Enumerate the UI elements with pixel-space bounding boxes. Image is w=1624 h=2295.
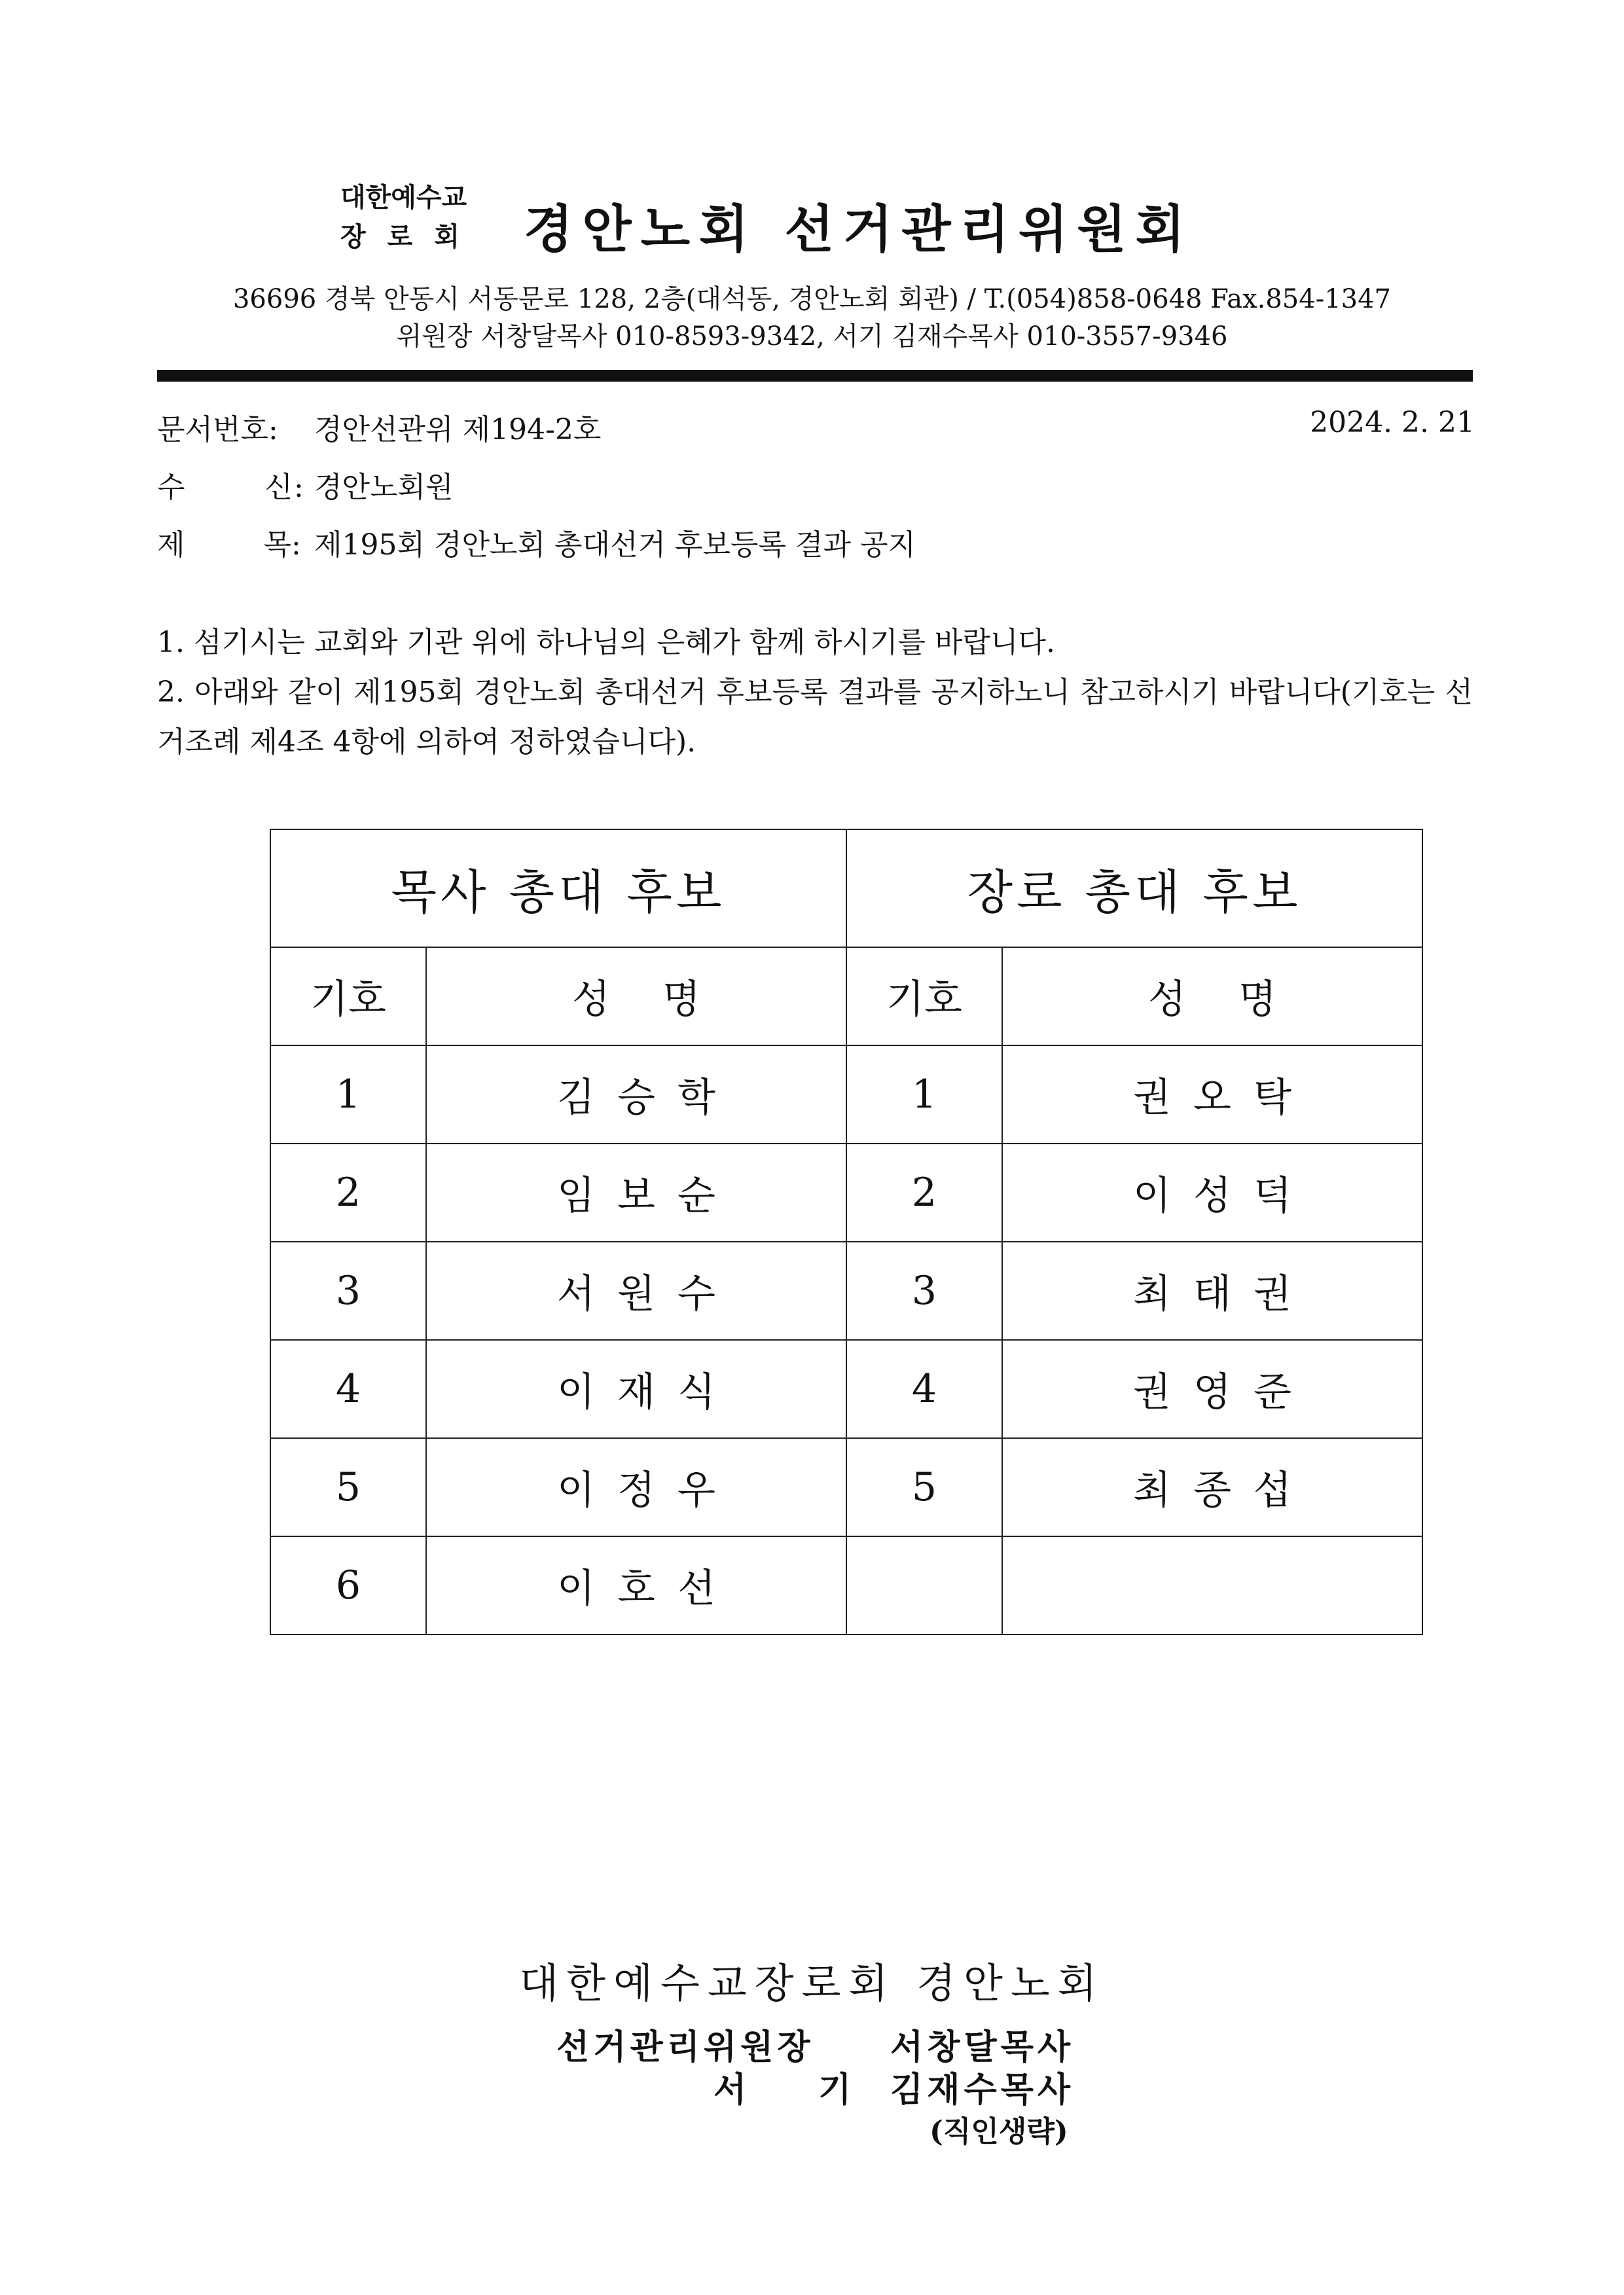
table-group-header (270, 829, 1422, 947)
contact-address: 36696 경북 안동시 서동문로 128, 2층(대석동, 경안노회 회관) / T.(054)858-0648 Fax.854-1347 (232, 284, 1392, 314)
elder-name: 권영준 (1002, 1340, 1422, 1438)
elder-number: 2 (846, 1144, 1002, 1242)
subject: 제195회 경안노회 총대선거 후보등록 결과 공지 (314, 528, 916, 562)
subject-label-part1: 제 (157, 528, 185, 562)
pastor-name: 서원수 (426, 1242, 846, 1340)
pastor-candidates-header: 목사 총대 후보 (270, 829, 846, 947)
body-paragraph-1: 1. 섬기시는 교회와 기관 위에 하나님의 은혜가 함께 하시기를 바랍니다. (157, 626, 1055, 659)
clerk-name: 김재수목사 (890, 2070, 1075, 2110)
recipient: 경안노회원 (314, 471, 454, 504)
pastor-number: 2 (270, 1144, 426, 1242)
pastor-name: 임보순 (426, 1144, 846, 1242)
elder-name: 이성덕 (1002, 1144, 1422, 1242)
elder-name-column: 성명 (1002, 947, 1422, 1045)
clerk-title: 서기 (713, 2070, 924, 2110)
committee-title: 경안노회 선거관리위원회 (524, 200, 1194, 259)
pastor-number-column: 기호 (270, 947, 426, 1045)
subject-label-part2: 목: (263, 528, 301, 562)
org-name-line2: 장로회 (340, 222, 481, 252)
document-number-label: 문서번호: (157, 413, 278, 446)
table-row (270, 1144, 1422, 1242)
elder-name: 최태권 (1002, 1242, 1422, 1340)
document-date: 2024. 2. 21 (1310, 406, 1475, 439)
chair-name: 서창달목사 (890, 2027, 1075, 2067)
recipient-label-part2: 신: (264, 471, 305, 504)
org-name-line1: 대한예수교 (340, 183, 467, 213)
table-row (270, 1536, 1422, 1635)
pastor-name: 김승학 (426, 1045, 846, 1144)
recipient-label-part1: 수 (157, 471, 187, 504)
elder-number: 4 (846, 1340, 1002, 1438)
elder-number: 5 (846, 1438, 1002, 1536)
issuer-organization: 대한예수교장로회 경안노회 (519, 1959, 1105, 2007)
pastor-number: 4 (270, 1340, 426, 1438)
pastor-number: 3 (270, 1242, 426, 1340)
elder-number (846, 1536, 1002, 1635)
elder-number-column: 기호 (846, 947, 1002, 1045)
pastor-name-column: 성명 (426, 947, 846, 1045)
elder-candidates-header: 장로 총대 후보 (846, 829, 1422, 947)
table-row (270, 1045, 1422, 1144)
body-paragraph-2: 2. 아래와 같이 제195회 경안노회 총대선거 후보등록 결과를 공지하노니 참고하시기 바랍니다(기호는 선거조례 제4조 4항에 의하여 정하였습니다). (157, 676, 1473, 759)
seal-omitted-note: (직인생략) (929, 2115, 1068, 2148)
pastor-number: 1 (270, 1045, 426, 1144)
header-rule (157, 370, 1473, 382)
elder-name: 최종섭 (1002, 1438, 1422, 1536)
pastor-name: 이호선 (426, 1536, 846, 1635)
table-column-header (270, 947, 1422, 1045)
elder-number: 1 (846, 1045, 1002, 1144)
table-row (270, 1438, 1422, 1536)
elder-name (1002, 1536, 1422, 1635)
table-row (270, 1340, 1422, 1438)
table-row (270, 1242, 1422, 1340)
pastor-number: 5 (270, 1438, 426, 1536)
pastor-number: 6 (270, 1536, 426, 1635)
recipient-label (157, 463, 305, 505)
elder-number: 3 (846, 1242, 1002, 1340)
elder-name: 권오탁 (1002, 1045, 1422, 1144)
contact-officers: 위원장 서창달목사 010-8593-9342, 서기 김재수목사 010-3557-9346 (396, 321, 1228, 352)
subject-label (157, 521, 301, 563)
chair-title: 선거관리위원장 (556, 2027, 814, 2067)
pastor-name: 이정우 (426, 1438, 846, 1536)
document-number: 경안선관위 제194-2호 (314, 413, 602, 446)
pastor-name: 이재식 (426, 1340, 846, 1438)
candidate-table (270, 829, 1423, 1635)
